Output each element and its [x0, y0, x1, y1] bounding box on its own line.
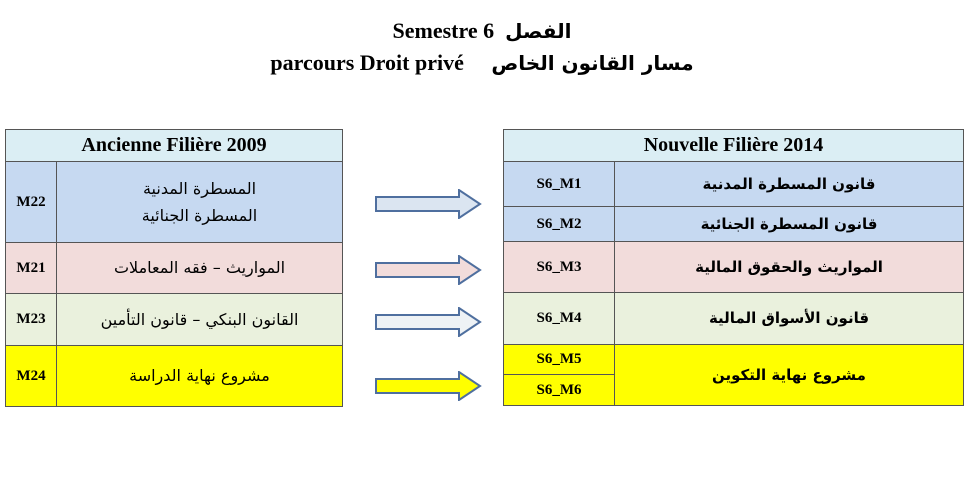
- module-title: [615, 293, 964, 345]
- module-text: قانون المسطرة الجنائية: [700, 214, 878, 233]
- module-text: قانون الأسواق المالية: [708, 309, 870, 327]
- module-text: المواريث – فقه المعاملات: [113, 258, 286, 277]
- right-arrow-icon: [374, 307, 484, 337]
- right-arrow-icon: [374, 371, 484, 401]
- module-code: S6_M2: [504, 207, 615, 242]
- module-title: [615, 162, 964, 207]
- table-row: [6, 162, 343, 243]
- module-code: S6_M6: [504, 375, 615, 406]
- module-line: المسطرة الجنائية: [141, 206, 258, 225]
- module-title: [57, 294, 343, 346]
- table-row: [504, 345, 964, 375]
- track-title: [0, 50, 964, 76]
- semester-title-latin: Semestre 6: [392, 18, 495, 43]
- module-code: M24: [6, 346, 57, 407]
- semester-title-arabic: الفصل: [505, 19, 572, 43]
- module-text: مشروع نهاية الدراسة: [129, 366, 270, 385]
- module-title: [57, 346, 343, 407]
- module-code: S6_M1: [504, 162, 615, 207]
- module-title: [615, 345, 964, 406]
- module-code: S6_M5: [504, 345, 615, 375]
- module-code: M22: [6, 162, 57, 243]
- module-title: [57, 243, 343, 294]
- old-table-title: Ancienne Filière 2009: [6, 130, 343, 162]
- table-row: [504, 293, 964, 345]
- right-arrow-icon: [374, 255, 484, 285]
- module-title: [57, 162, 343, 243]
- semester-title: [0, 18, 964, 44]
- module-line: المسطرة المدنية: [142, 179, 257, 198]
- table-row: [6, 243, 343, 294]
- module-text: مشروع نهاية التكوين: [712, 365, 866, 384]
- track-title-arabic: مسار القانون الخاص: [491, 51, 694, 75]
- module-title: [615, 242, 964, 293]
- table-row: [6, 346, 343, 407]
- new-table-title: Nouvelle Filière 2014: [504, 130, 964, 162]
- new-curriculum-table: [503, 129, 964, 406]
- module-title: [615, 207, 964, 242]
- module-code: M21: [6, 243, 57, 294]
- table-row: [504, 207, 964, 242]
- module-text: المواريث والحقوق المالية: [695, 257, 883, 276]
- table-row: [504, 162, 964, 207]
- module-code: S6_M4: [504, 293, 615, 345]
- module-code: M23: [6, 294, 57, 346]
- right-arrow-icon: [374, 189, 484, 219]
- table-row: [504, 242, 964, 293]
- module-text: القانون البنكي – قانون التأمين: [100, 309, 299, 329]
- module-code: S6_M3: [504, 242, 615, 293]
- track-title-latin: parcours Droit privé: [270, 50, 464, 75]
- table-row: [6, 294, 343, 346]
- module-text: قانون المسطرة المدنية: [702, 174, 876, 193]
- old-curriculum-table: [5, 129, 343, 407]
